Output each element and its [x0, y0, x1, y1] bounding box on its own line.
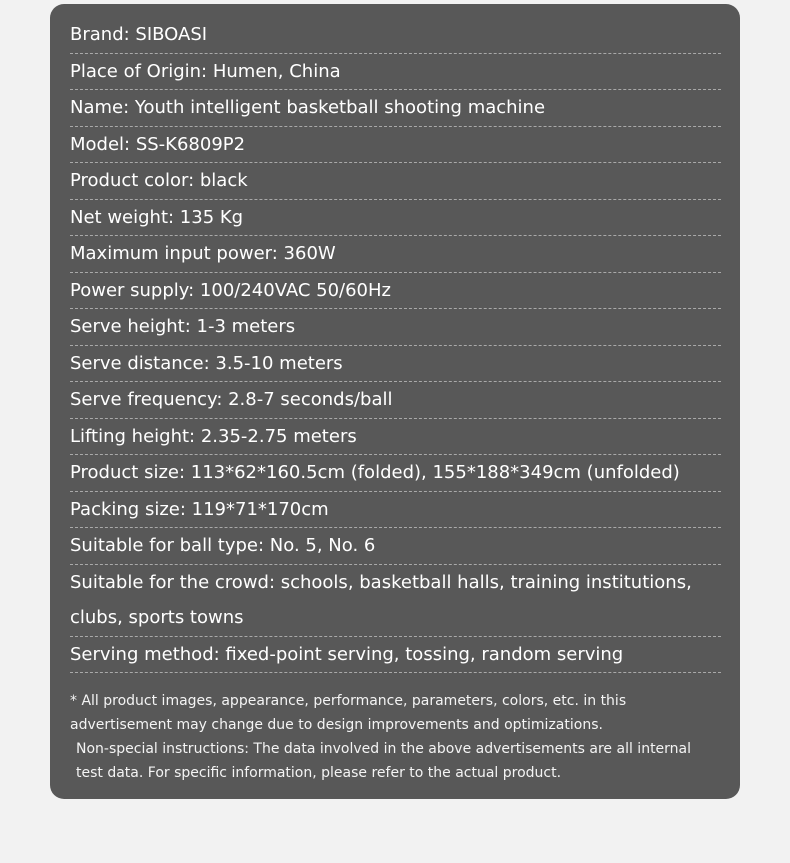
disclaimer-text: * All product images, appearance, performance, parameters, colors, etc. in this advertisement may change due to design improvements and optimizations.	[70, 693, 627, 733]
spec-row-origin: Place of Origin: Humen, China	[70, 54, 721, 91]
spec-row-lifting-height: Lifting height: 2.35-2.75 meters	[70, 419, 721, 456]
spec-row-serve-height: Serve height: 1-3 meters	[70, 309, 721, 346]
spec-row-color: Product color: black	[70, 163, 721, 200]
spec-row-crowd: Suitable for the crowd: schools, basketball halls, training institutions, clubs, sports towns	[70, 565, 721, 637]
spec-row-serve-distance: Serve distance: 3.5-10 meters	[70, 346, 721, 383]
spec-row-power: Maximum input power: 360W	[70, 236, 721, 273]
spec-card	[50, 4, 740, 799]
spec-row-model: Model: SS-K6809P2	[70, 127, 721, 164]
spec-row-packing-size: Packing size: 119*71*170cm	[70, 492, 721, 529]
spec-row-ball-type: Suitable for ball type: No. 5, No. 6	[70, 528, 721, 565]
spec-row-supply: Power supply: 100/240VAC 50/60Hz	[70, 273, 721, 310]
spec-list	[70, 17, 721, 673]
disclaimer-notes	[70, 689, 721, 785]
spec-row-serve-frequency: Serve frequency: 2.8-7 seconds/ball	[70, 382, 721, 419]
spec-row-product-size: Product size: 113*62*160.5cm (folded), 155*188*349cm (unfolded)	[70, 455, 721, 492]
spec-row-serving-method: Serving method: fixed-point serving, tossing, random serving	[70, 637, 721, 674]
spec-row-name: Name: Youth intelligent basketball shooting machine	[70, 90, 721, 127]
spec-row-brand: Brand: SIBOASI	[70, 17, 721, 54]
non-special-instructions: Non-special instructions: The data involved in the above advertisements are all internal test data. For specific information, please refer to the actual product.	[76, 741, 692, 781]
spec-row-weight: Net weight: 135 Kg	[70, 200, 721, 237]
